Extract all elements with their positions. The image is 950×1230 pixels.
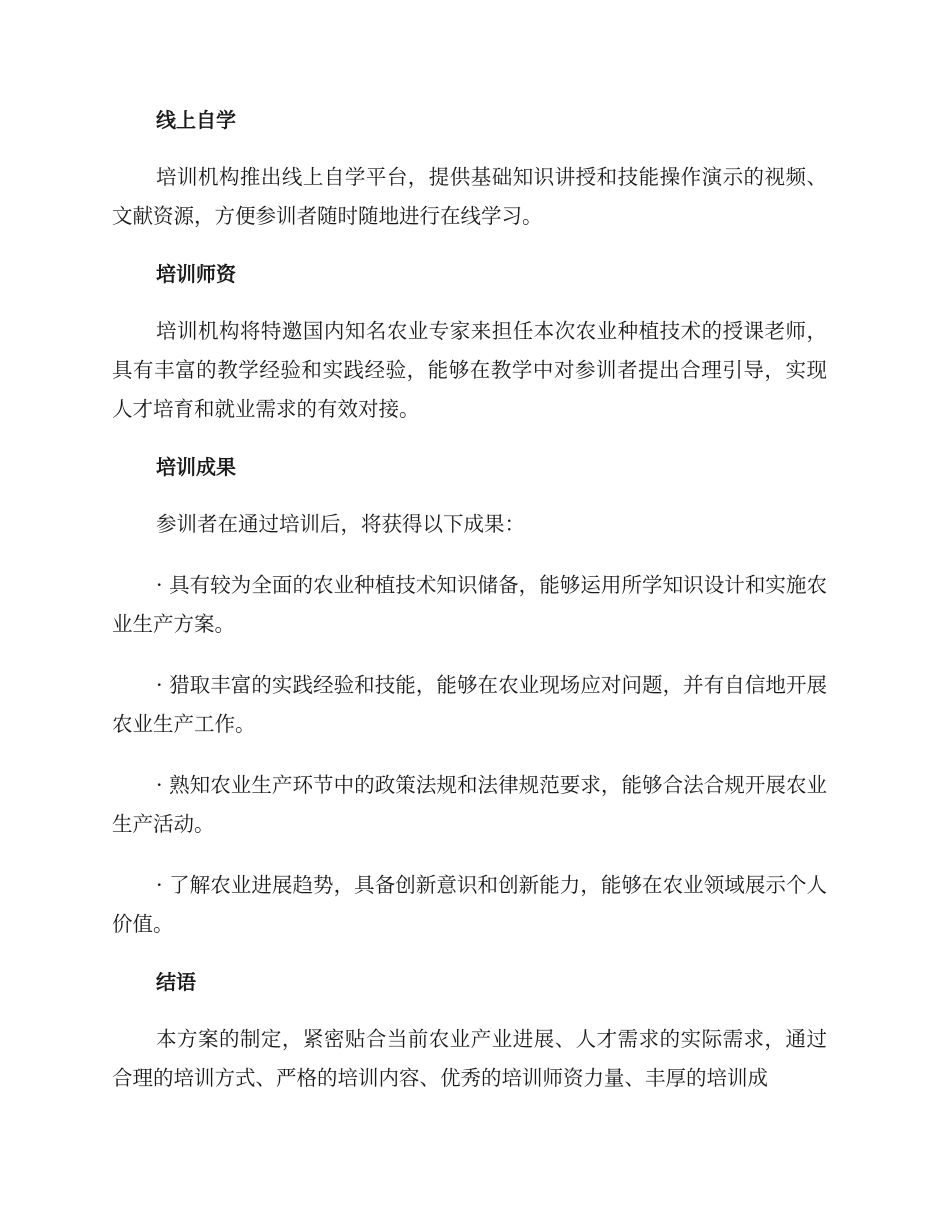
section-heading-trainers: 培训师资 bbox=[156, 262, 236, 286]
bullet-item: · 了解农业进展趋势，具备创新意识和创新能力，能够在农业领域展示个人价值。 bbox=[112, 873, 827, 936]
bullet-item: · 熟知农业生产环节中的政策法规和法律规范要求，能够合法合规开展农业生产活动。 bbox=[112, 773, 827, 836]
paragraph: 参训者在通过培训后，将获得以下成果： bbox=[156, 512, 525, 536]
bullet-item: · 具有较为全面的农业种植技术知识储备，能够运用所学知识设计和实施农业生产方案。 bbox=[112, 573, 827, 636]
paragraph: 培训机构将特邀国内知名农业专家来担任本次农业种植技术的授课老师，具有丰富的教学经验和实践经验，能够在教学中对参训者提出合理引导，实现人才培育和就业需求的有效对接。 bbox=[112, 319, 827, 421]
section-heading-conclusion: 结语 bbox=[156, 970, 196, 994]
bullet-item: · 猎取丰富的实践经验和技能，能够在农业现场应对问题，并有自信地开展农业生产工作。 bbox=[112, 673, 827, 736]
document-body bbox=[112, 104, 827, 1120]
paragraph: 本方案的制定，紧密贴合当前农业产业进展、人才需求的实际需求，通过合理的培训方式、严格的培训内容、优秀的培训师资力量、丰厚的培训成 bbox=[112, 1027, 827, 1090]
section-heading-online-self-study: 线上自学 bbox=[156, 108, 236, 132]
section-heading-training-outcomes: 培训成果 bbox=[156, 455, 236, 479]
paragraph: 培训机构推出线上自学平台，提供基础知识讲授和技能操作演示的视频、文献资源，方便参训者随时随地进行在线学习。 bbox=[112, 165, 827, 228]
